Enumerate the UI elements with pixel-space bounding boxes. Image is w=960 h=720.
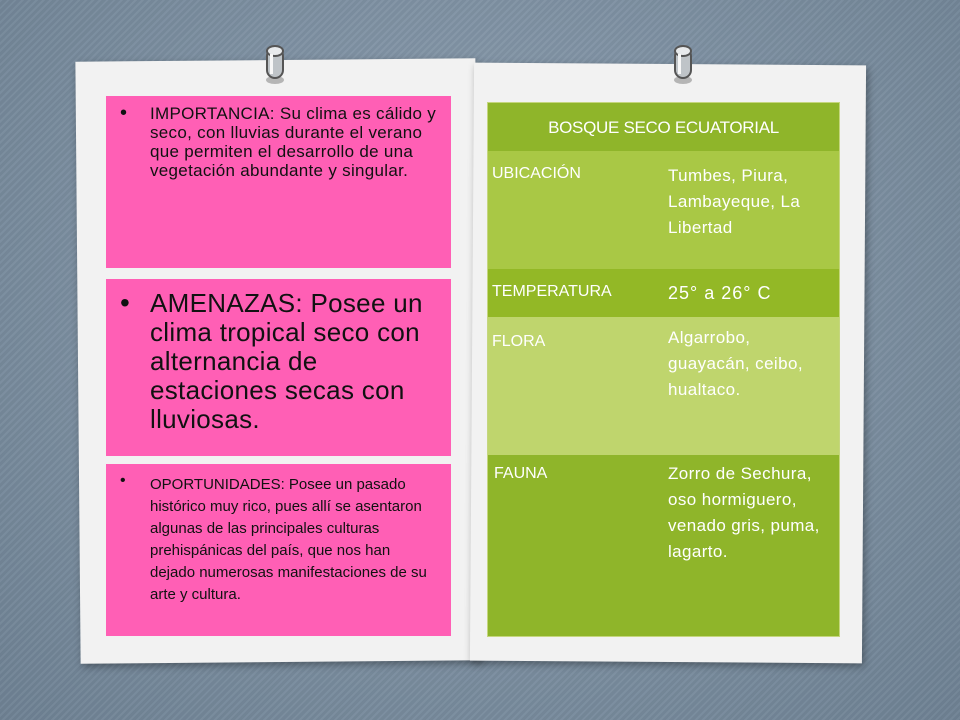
- bullet: •: [120, 287, 130, 318]
- amenazas-box: [106, 279, 451, 456]
- pushpin-icon: [666, 42, 700, 86]
- table-row-ubicacion: [488, 151, 839, 269]
- fauna-value: Zorro de Sechura, oso hormiguero, venado gris, puma, lagarto.: [668, 464, 820, 561]
- oportunidades-body: Posee un pasado histórico muy rico, pues allí se asentaron algunas de las principales culturas prehispánicas del país, que nos han dejado numerosas manifestaciones de su arte y cultura.: [150, 476, 427, 603]
- amenazas-label: AMENAZAS:: [150, 288, 303, 318]
- amenazas-body: Posee un clima tropical seco con alternancia de estaciones secas con lluviosas.: [150, 288, 423, 434]
- flora-value: Algarrobo, guayacán, ceibo, hualtaco.: [668, 328, 803, 399]
- oportunidades-box: [106, 464, 451, 636]
- ubicacion-value: Tumbes, Piura, Lambayeque, La Libertad: [668, 166, 801, 237]
- bullet: •: [120, 472, 126, 489]
- bullet: •: [120, 102, 128, 124]
- temperatura-label: TEMPERATURA: [492, 283, 612, 300]
- bosque-seco-table: [487, 102, 840, 637]
- importancia-label: IMPORTANCIA:: [150, 104, 275, 123]
- importancia-text: [150, 104, 437, 180]
- table-row-fauna: [488, 455, 839, 636]
- ubicacion-label: UBICACIÓN: [492, 165, 581, 182]
- amenazas-text: [150, 289, 439, 434]
- table-row-flora: [488, 317, 839, 455]
- table-row-temperatura: [488, 269, 839, 317]
- flora-label: FLORA: [492, 333, 546, 350]
- oportunidades-text: [150, 474, 439, 606]
- fauna-label: FAUNA: [494, 465, 548, 482]
- importancia-body: Su clima es cálido y seco, con lluvias durante el verano que permiten el desarrollo de una vegetación abundante y singular.: [150, 104, 437, 180]
- table-header-row: [488, 103, 839, 151]
- importancia-box: [106, 96, 451, 268]
- pushpin-icon: [258, 42, 292, 86]
- temperatura-value: 25° a 26° C: [668, 283, 772, 303]
- oportunidades-label: OPORTUNIDADES:: [150, 476, 285, 493]
- table-title: BOSQUE SECO ECUATORIAL: [548, 118, 779, 137]
